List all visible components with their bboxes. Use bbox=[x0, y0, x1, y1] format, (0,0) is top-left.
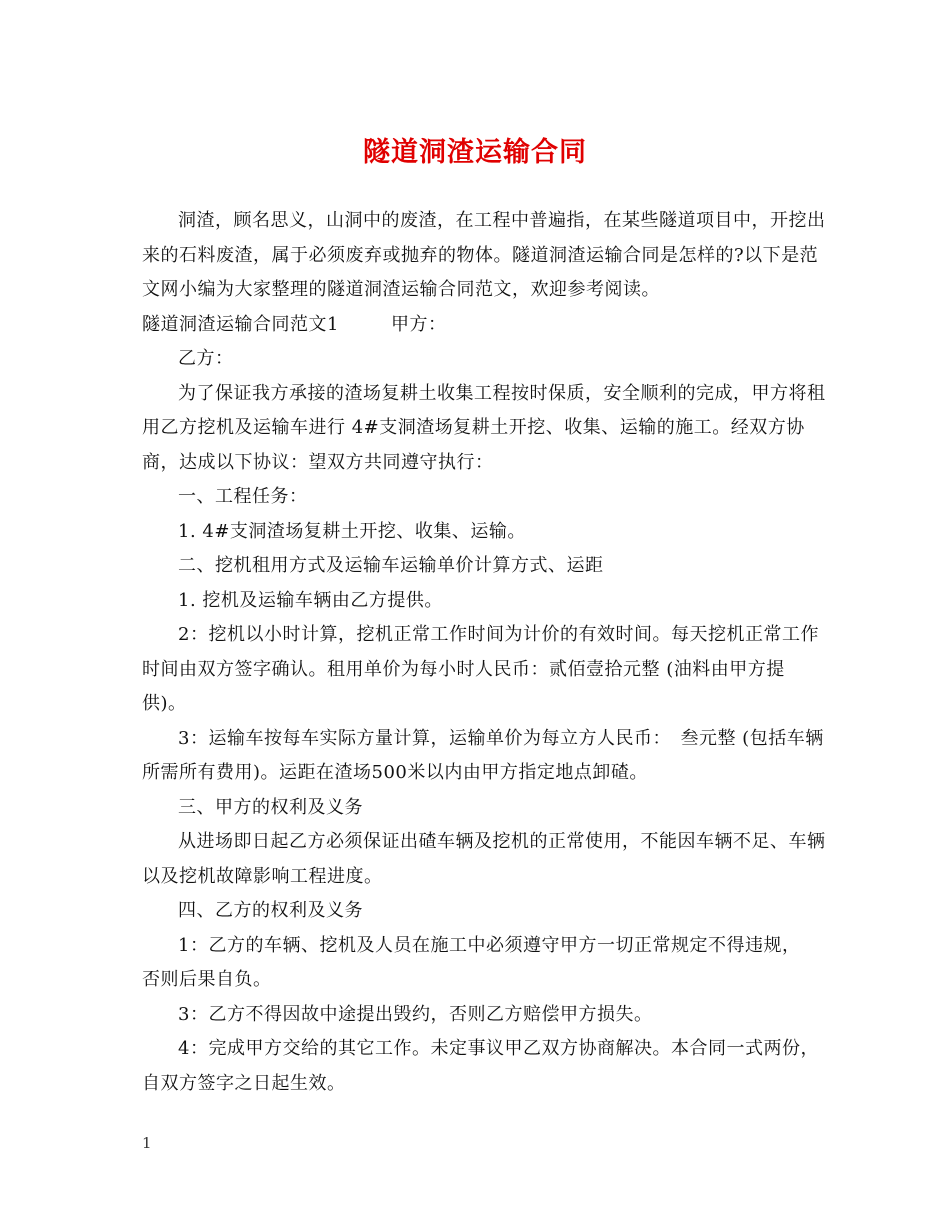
section-heading-party-a: 三、甲方的权利及义务 bbox=[178, 796, 363, 818]
sample-heading-line bbox=[142, 308, 828, 343]
paragraph-preamble: 为了保证我方承接的渣场复耕土收集工程按时保质，安全顺利的完成，甲方将租用乙方挖机及运输车进行 4#支洞渣场复耕土开挖、收集、运输的施工。经双方协商，达成以下协议：望双方共同遵守执行： bbox=[142, 382, 826, 473]
party-b-label: 乙方： bbox=[178, 348, 234, 369]
party-b-item-1: 1：乙方的车辆、挖机及人员在施工中必须遵守甲方一切正常规定不得违规， bbox=[178, 934, 801, 956]
document-title: 隧道洞渣运输合同 bbox=[363, 137, 587, 168]
task-item-1: 1. 4#支洞渣场复耕土开挖、收集、运输。 bbox=[178, 520, 526, 542]
party-b-item-1-continued: 否则后果自负。 bbox=[142, 969, 272, 990]
section-heading-tasks: 一、工程任务： bbox=[178, 486, 308, 507]
pricing-item-3: 3：运输车按每车实际方量计算，运输单价为每立方人民币： 叁元整 (包括车辆所需所有费用)。运距在渣场500米以内由甲方指定地点卸碴。 bbox=[142, 727, 824, 783]
pricing-item-2: 2：挖机以小时计算，挖机正常工作时间为计价的有效时间。每天挖机正常工作时间由双方签字确认。租用单价为每小时人民币：贰佰壹拾元整 (油料由甲方提供)。 bbox=[142, 624, 819, 714]
sample-heading: 隧道洞渣运输合同范文1 bbox=[142, 313, 339, 335]
document-body bbox=[142, 204, 828, 1101]
pricing-item-1: 1. 挖机及运输车辆由乙方提供。 bbox=[178, 589, 443, 611]
intro-paragraph: 洞渣，顾名思义，山洞中的废渣，在工程中普遍指，在某些隧道项目中，开挖出来的石料废渣，属于必须废弃或抛弃的物体。隧道洞渣运输合同是怎样的?以下是范文网小编为大家整理的隧道洞渣运输合同范文，欢迎参考阅读。 bbox=[142, 210, 826, 300]
party-a-paragraph: 从进场即日起乙方必须保证出碴车辆及挖机的正常使用，不能因车辆不足、车辆以及挖机故障影响工程进度。 bbox=[142, 831, 826, 887]
party-b-item-4: 4：完成甲方交给的其它工作。未定事议甲乙双方协商解决。本合同一式两份，自双方签字之日起生效。 bbox=[142, 1038, 819, 1094]
party-b-item-3: 3：乙方不得因故中途提出毁约，否则乙方赔偿甲方损失。 bbox=[178, 1003, 653, 1025]
party-a-label: 甲方： bbox=[390, 313, 447, 335]
section-heading-pricing: 二、挖机租用方式及运输车运输单价计算方式、运距 bbox=[178, 555, 604, 576]
page-number: 1 bbox=[142, 1134, 152, 1152]
section-heading-party-b: 四、乙方的权利及义务 bbox=[178, 900, 363, 921]
